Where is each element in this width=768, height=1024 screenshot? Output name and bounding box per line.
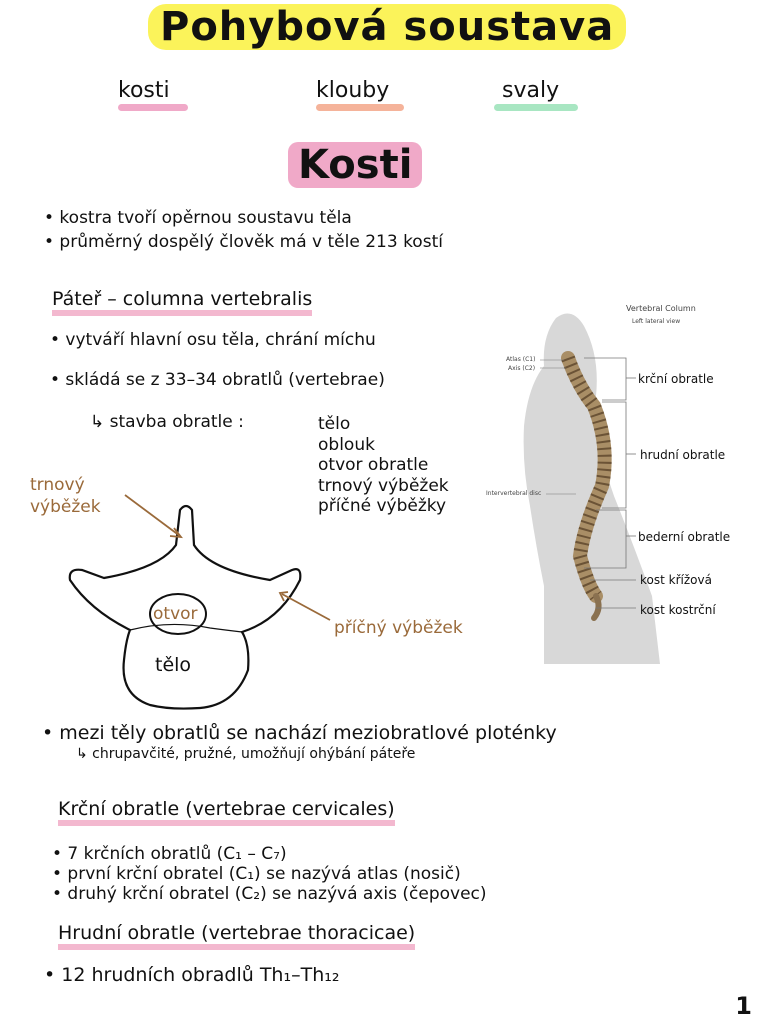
- page-number: 1: [735, 992, 752, 1020]
- page-title: Pohybová soustava: [148, 4, 626, 50]
- disc-label: Intervertebral disc: [486, 490, 542, 497]
- label-spinous: trnový výběžek: [30, 475, 101, 517]
- nav-klouby[interactable]: klouby: [316, 78, 404, 111]
- structure-label: ↳ stavba obratle :: [90, 412, 244, 432]
- nav-kosti[interactable]: kosti: [118, 78, 188, 111]
- spine-heading: Páteř – columna vertebralis: [52, 288, 312, 310]
- structure-item: otvor obratle: [318, 455, 429, 475]
- column-label: kost kostrční: [640, 603, 716, 617]
- section-title: Kosti: [288, 142, 422, 188]
- structure-item: tělo: [318, 414, 351, 434]
- arrow-spinous: [125, 495, 180, 536]
- intro-item: • průměrný dospělý člověk má v těle 213 kostí: [44, 232, 443, 252]
- discs-bullet: • mezi těly obratlů se nachází meziobratlové ploténky: [42, 722, 557, 744]
- intro-item: • kostra tvoří opěrnou soustavu těla: [44, 208, 352, 228]
- column-label: kost křížová: [640, 573, 712, 587]
- discs-sub: ↳ chrupavčité, pružné, umožňují ohýbání páteře: [76, 746, 416, 762]
- thoracic-item: • 12 hrudních obradlů Th₁–Th₁₂: [44, 964, 340, 986]
- spine-bullet: • skládá se z 33–34 obratlů (vertebrae): [50, 370, 385, 390]
- column-subtitle: Left lateral view: [632, 318, 681, 325]
- thoracic-heading: Hrudní obratle (vertebrae thoracicae): [58, 922, 415, 944]
- structure-item: oblouk: [318, 434, 375, 455]
- column-label: krční obratle: [638, 372, 714, 386]
- label-transverse: příčný výběžek: [334, 618, 463, 638]
- cervical-item: • 7 krčních obratlů (C₁ – C₇): [52, 844, 287, 864]
- label-body: tělo: [155, 654, 192, 676]
- label-foramen: otvor: [153, 604, 198, 624]
- arrow-transverse: [282, 594, 330, 620]
- axis-label: Axis (C2): [508, 365, 536, 372]
- cervical-heading: Krční obratle (vertebrae cervicales): [58, 798, 395, 820]
- structure-item: příčné výběžky: [318, 496, 447, 516]
- cervical-item: • první krční obratel (C₁) se nazývá atlas (nosič): [52, 864, 461, 884]
- column-label: hrudní obratle: [640, 448, 726, 462]
- column-label: bederní obratle: [638, 530, 731, 544]
- spine-bullet: • vytváří hlavní osu těla, chrání míchu: [50, 330, 376, 350]
- atlas-label: Atlas (C1): [506, 356, 536, 363]
- cervical-item: • druhý krční obratel (C₂) se nazývá axis (čepovec): [52, 884, 487, 904]
- column-title: Vertebral Column: [626, 304, 696, 313]
- nav-svaly[interactable]: svaly: [502, 78, 578, 111]
- structure-item: trnový výběžek: [318, 475, 449, 496]
